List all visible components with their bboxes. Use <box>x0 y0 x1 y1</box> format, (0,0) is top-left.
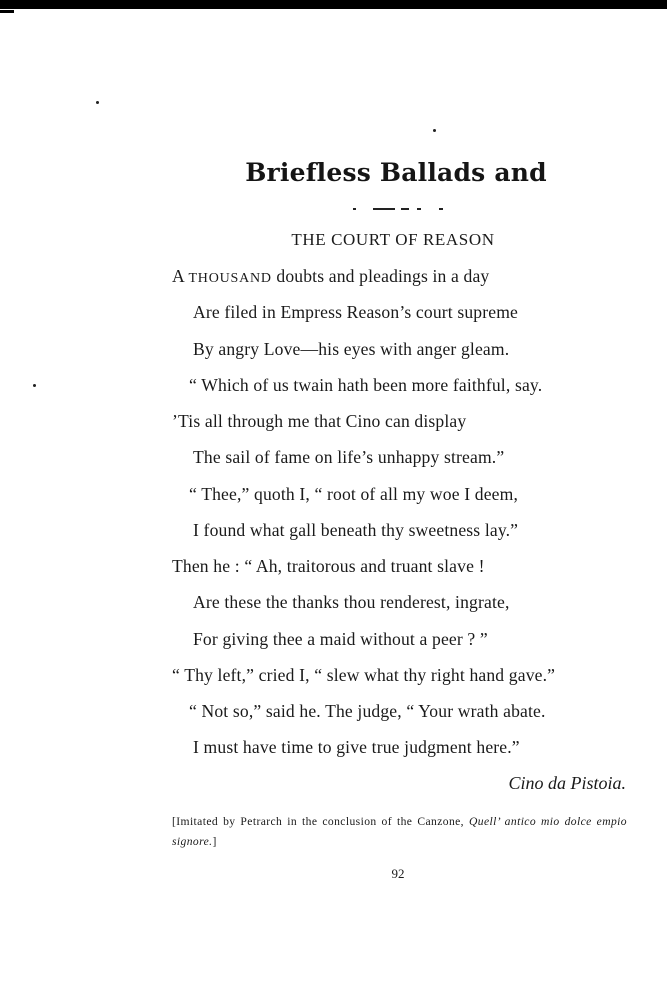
poem-line: “ Thee,” quoth I, “ root of all my woe I deem, <box>189 484 519 504</box>
scan-speck <box>433 129 436 132</box>
footnote <box>172 812 627 852</box>
running-head: Briefless Ballads and <box>245 158 547 187</box>
poem-line: Are these the thanks thou renderest, ingrate, <box>193 592 510 612</box>
footnote-canzone-title: Quell’ antico mio dolce empio signore. <box>172 815 628 848</box>
poem-line: The sail of fame on life’s unhappy stream.” <box>193 447 505 467</box>
ornamental-rule <box>353 207 445 211</box>
first-line-small-caps: THOUSAND <box>188 271 272 286</box>
footnote-closing-bracket: ] <box>212 835 217 848</box>
poem-line: For giving thee a maid without a peer ? ” <box>193 629 488 649</box>
poem-line: ’Tis all through me that Cino can display <box>172 411 467 431</box>
poem-line: “ Not so,” said he. The judge, “ Your wrath abate. <box>189 701 546 721</box>
poem-title: THE COURT OF REASON <box>291 230 495 249</box>
poem-attribution: Cino da Pistoia. <box>508 773 626 793</box>
poem-line: Then he : “ Ah, traitorous and truant slave ! <box>172 556 485 576</box>
page-top-border-tick <box>0 10 14 13</box>
page-top-border <box>0 0 667 9</box>
poem-line: Are filed in Empress Reason’s court supreme <box>193 302 519 322</box>
poem-line: I found what gall beneath thy sweetness lay.” <box>193 520 519 540</box>
scan-speck <box>96 101 99 104</box>
poem-line <box>172 266 489 287</box>
poem-line: I must have time to give true judgment here.” <box>193 737 520 757</box>
poem-line: “ Which of us twain hath been more faithful, say. <box>189 375 543 395</box>
first-line-lead: A <box>172 266 189 286</box>
page-number: 92 <box>391 866 405 881</box>
poem-line: By angry Love—his eyes with anger gleam. <box>193 339 510 359</box>
footnote-text: [Imitated by Petrarch in the conclusion of the Canzone, <box>172 815 469 828</box>
poem-line: “ Thy left,” cried I, “ slew what thy right hand gave.” <box>172 665 556 685</box>
first-line-rest: doubts and pleadings in a day <box>271 266 490 286</box>
scan-speck <box>33 384 36 387</box>
